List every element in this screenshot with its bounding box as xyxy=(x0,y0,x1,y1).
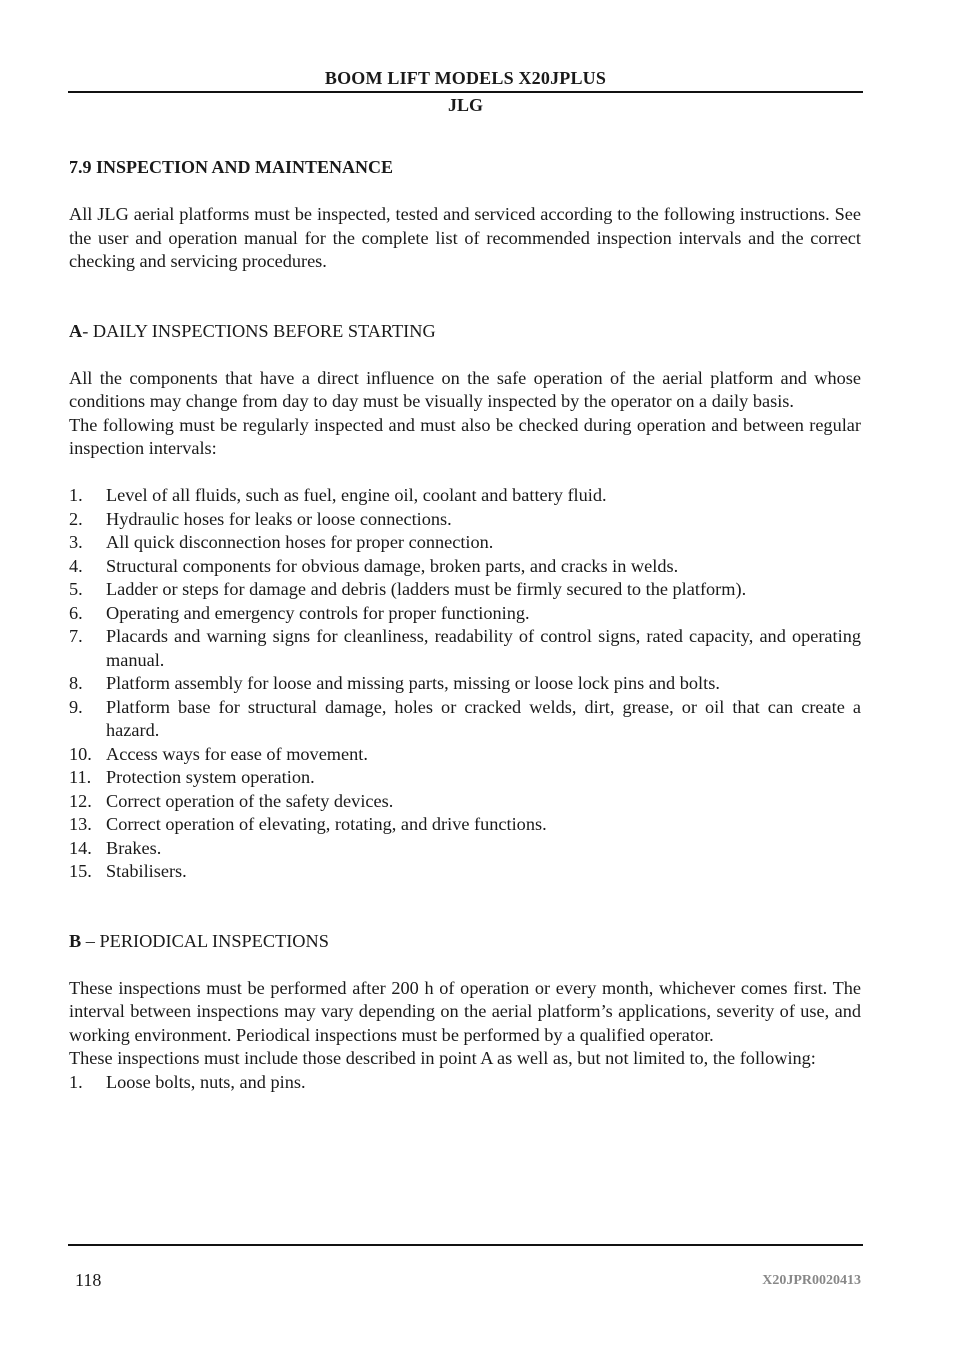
list-item xyxy=(69,578,861,602)
list-item-text: Correct operation of elevating, rotating, and drive functions. xyxy=(106,814,547,834)
list-item-number: 6. xyxy=(69,602,83,623)
daily-inspections-heading xyxy=(69,320,861,344)
list-item-number: 2. xyxy=(69,508,83,529)
list-item-text: Ladder or steps for damage and debris (ladders must be firmly secured to the platform). xyxy=(106,579,747,599)
list-item-number: 15. xyxy=(69,861,92,881)
list-item xyxy=(69,508,861,532)
list-item-text: Brakes. xyxy=(106,837,162,858)
list-item-number: 4. xyxy=(69,555,83,576)
header-brand: JLG xyxy=(447,95,483,115)
list-item-number: 1. xyxy=(69,1071,83,1092)
list-item-number: 10. xyxy=(69,743,92,764)
list-item xyxy=(69,672,861,696)
list-item xyxy=(69,625,861,672)
periodic-paragraph-1: These inspections must be performed after 200 h of operation or every month, whichever comes first. The interval between inspections may vary depending on the aerial platform’s applications, severity of use, and working environment. Periodical inspections must be performed by a qualified operator. xyxy=(69,977,861,1045)
list-item xyxy=(69,813,861,837)
list-item-number: 7. xyxy=(69,626,83,646)
list-item-number: 13. xyxy=(69,814,92,834)
list-item xyxy=(69,696,861,743)
list-item-text: Access ways for ease of movement. xyxy=(106,743,368,764)
list-item-text: Hydraulic hoses for leaks or loose connections. xyxy=(106,508,452,529)
list-item-number: 12. xyxy=(69,790,92,811)
list-item xyxy=(69,484,861,508)
list-item xyxy=(69,837,861,861)
list-item xyxy=(69,766,861,790)
list-item-text: Platform assembly for loose and missing parts, missing or loose lock pins and bolts. xyxy=(106,673,720,693)
periodic-paragraph-2: These inspections must include those described in point A as well as, but not limited to, the following: xyxy=(69,1048,816,1068)
list-item xyxy=(69,790,861,814)
periodic-letter: B xyxy=(69,930,82,951)
list-item xyxy=(69,860,861,884)
footer-divider xyxy=(68,1244,863,1246)
header-divider xyxy=(68,91,863,93)
header-title: BOOM LIFT MODELS X20JPLUS xyxy=(324,68,607,88)
list-item-text: Loose bolts, nuts, and pins. xyxy=(106,1071,306,1092)
page-number: 118 xyxy=(75,1270,102,1290)
list-item-number: 1. xyxy=(69,485,83,505)
list-item-number: 3. xyxy=(69,532,83,552)
list-item-number: 5. xyxy=(69,579,83,599)
daily-title: - DAILY INSPECTIONS BEFORE STARTING xyxy=(82,320,436,341)
list-item-text: Correct operation of the safety devices. xyxy=(106,790,394,811)
list-item-text: Operating and emergency controls for proper functioning. xyxy=(106,602,530,623)
list-item-text: Level of all fluids, such as fuel, engine oil, coolant and battery fluid. xyxy=(106,485,607,505)
list-item-number: 9. xyxy=(69,696,83,717)
periodical-inspections-heading xyxy=(69,930,861,954)
daily-paragraph-2: The following must be regularly inspected and must also be checked during operation and between regular inspection intervals: xyxy=(69,414,861,458)
periodic-title: – PERIODICAL INSPECTIONS xyxy=(81,930,329,951)
document-code: X20JPR0020413 xyxy=(762,1273,861,1288)
list-item-text: Structural components for obvious damage, broken parts, and cracks in welds. xyxy=(106,555,679,576)
list-item xyxy=(69,743,861,767)
daily-letter: A xyxy=(69,320,83,341)
list-item xyxy=(69,1071,861,1095)
list-item-number: 8. xyxy=(69,673,83,693)
section-intro: All JLG aerial platforms must be inspected, tested and serviced according to the following instructions. See the user and operation manual for the complete list of recommended inspection intervals and the correct checking and servicing procedures. xyxy=(69,204,861,271)
list-item xyxy=(69,602,861,626)
list-item-text: Platform base for structural damage, holes or cracked welds, dirt, grease, or oil that can create a hazard. xyxy=(106,696,861,740)
list-item-text: Protection system operation. xyxy=(106,767,315,787)
daily-paragraph-1: All the components that have a direct influence on the safe operation of the aerial platform and whose conditions may change from day to day must be visually inspected by the operator on a daily basis. xyxy=(69,367,861,411)
list-item-text: Stabilisers. xyxy=(106,861,187,881)
list-item xyxy=(69,555,861,579)
daily-inspection-list xyxy=(69,484,861,884)
list-item-text: Placards and warning signs for cleanliness, readability of control signs, rated capacity, and operating manual. xyxy=(106,626,861,670)
list-item-number: 11. xyxy=(69,767,92,787)
page-body xyxy=(69,156,861,1094)
periodic-inspection-list xyxy=(69,1071,861,1095)
list-item-text: All quick disconnection hoses for proper connection. xyxy=(106,532,494,552)
section-heading: 7.9 INSPECTION AND MAINTENANCE xyxy=(69,157,394,177)
list-item-number: 14. xyxy=(69,837,92,858)
list-item xyxy=(69,531,861,555)
